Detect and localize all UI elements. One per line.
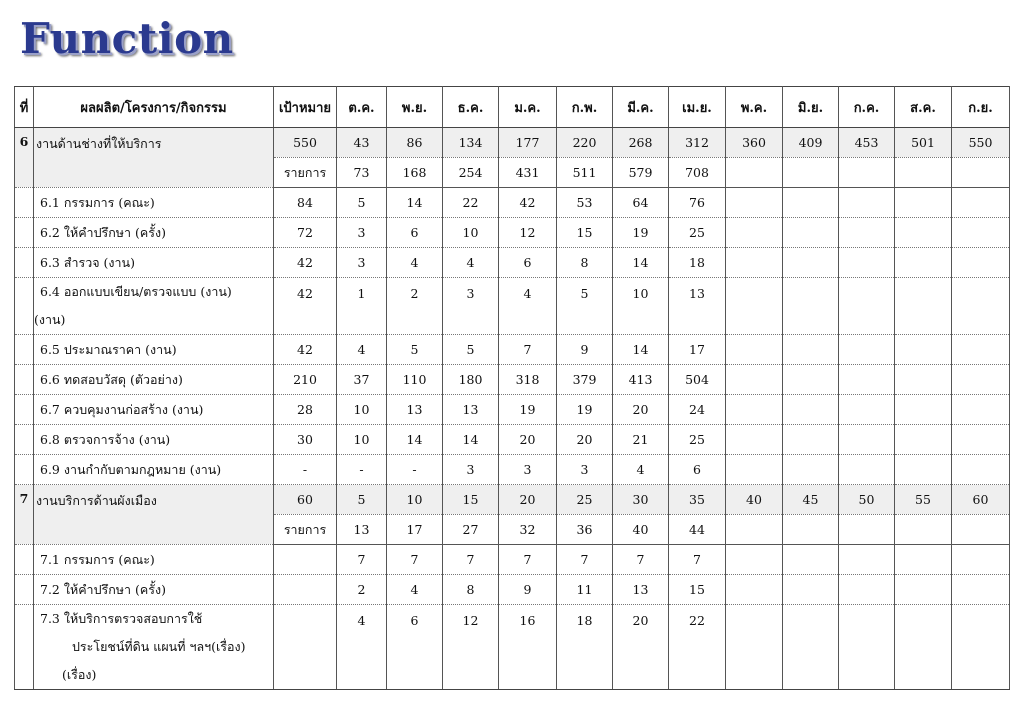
month-value (783, 455, 839, 485)
month-value: 10 (443, 218, 499, 248)
header-month: มี.ค. (613, 87, 669, 128)
month-value (895, 395, 952, 425)
header-month: มิ.ย. (783, 87, 839, 128)
month-value: 19 (557, 395, 613, 425)
month-value: 5 (387, 335, 443, 365)
month-value (783, 218, 839, 248)
month-value (895, 278, 952, 335)
row-number-cell (15, 425, 34, 455)
actual-value (839, 515, 895, 545)
actual-value: 40 (613, 515, 669, 545)
month-value (783, 335, 839, 365)
month-value (783, 395, 839, 425)
month-value (839, 455, 895, 485)
item-name-line: (งาน) (34, 312, 66, 327)
month-value: 4 (337, 605, 387, 690)
actual-value: 168 (387, 158, 443, 188)
actual-value (952, 515, 1010, 545)
month-value: 37 (337, 365, 387, 395)
item-name: 6.5 ประมาณราคา (งาน) (34, 335, 274, 365)
section-row (15, 485, 1010, 515)
actual-value: 254 (443, 158, 499, 188)
month-value: 14 (387, 425, 443, 455)
item-target: 72 (274, 218, 337, 248)
actual-value: 17 (387, 515, 443, 545)
row-number-cell (15, 218, 34, 248)
table-row (15, 365, 1010, 395)
month-value (952, 455, 1010, 485)
page-title: Function (20, 14, 234, 63)
month-value: 10 (613, 278, 669, 335)
header-month: พ.ค. (726, 87, 783, 128)
month-value (952, 218, 1010, 248)
planned-value: 60 (952, 485, 1010, 515)
actual-value (783, 515, 839, 545)
month-value: 379 (557, 365, 613, 395)
month-value (783, 425, 839, 455)
month-value (839, 575, 895, 605)
month-value: 20 (613, 395, 669, 425)
planned-value: 453 (839, 128, 895, 158)
planned-value: 268 (613, 128, 669, 158)
row-number-cell (15, 605, 34, 690)
month-value: 9 (499, 575, 557, 605)
row-number-cell (15, 248, 34, 278)
row-number-cell (15, 278, 34, 335)
table-row (15, 425, 1010, 455)
actual-value (952, 158, 1010, 188)
item-name-line: ประโยชน์ที่ดิน แผนที่ ฯลฯ(เรื่อง) (72, 639, 246, 654)
item-target: 28 (274, 395, 337, 425)
month-value: 2 (337, 575, 387, 605)
month-value: 12 (443, 605, 499, 690)
month-value: 42 (499, 188, 557, 218)
month-value (952, 605, 1010, 690)
month-value: 7 (387, 545, 443, 575)
month-value (783, 278, 839, 335)
month-value (952, 395, 1010, 425)
planned-value: 134 (443, 128, 499, 158)
section-target: 550 (274, 128, 337, 158)
month-value: 64 (613, 188, 669, 218)
month-value: 6 (387, 218, 443, 248)
month-value: 3 (499, 455, 557, 485)
month-value: 7 (443, 545, 499, 575)
month-value: 25 (669, 218, 726, 248)
item-name: 6.7 ควบคุมงานก่อสร้าง (งาน) (34, 395, 274, 425)
planned-value: 20 (499, 485, 557, 515)
actual-value: 708 (669, 158, 726, 188)
month-value: 20 (613, 605, 669, 690)
planned-value: 45 (783, 485, 839, 515)
row-number-cell (15, 335, 34, 365)
planned-value: 55 (895, 485, 952, 515)
month-value: 3 (443, 455, 499, 485)
month-value (726, 248, 783, 278)
month-value: 10 (337, 425, 387, 455)
month-value (726, 218, 783, 248)
performance-table (14, 86, 1010, 690)
month-value: 22 (443, 188, 499, 218)
month-value (726, 395, 783, 425)
actual-value (895, 515, 952, 545)
month-value (783, 188, 839, 218)
section-name: งานด้านช่างที่ให้บริการ (34, 128, 274, 188)
month-value: 25 (669, 425, 726, 455)
header-month: พ.ย. (387, 87, 443, 128)
month-value: 15 (669, 575, 726, 605)
item-target: 42 (274, 335, 337, 365)
month-value: 7 (499, 335, 557, 365)
section-unit: รายการ (274, 515, 337, 545)
table-row (15, 575, 1010, 605)
planned-value: 10 (387, 485, 443, 515)
actual-value: 431 (499, 158, 557, 188)
item-target (274, 575, 337, 605)
section-name: งานบริการด้านผังเมือง (34, 485, 274, 545)
month-value (726, 425, 783, 455)
month-value: 7 (557, 545, 613, 575)
row-number-cell (15, 188, 34, 218)
month-value: 76 (669, 188, 726, 218)
section-unit: รายการ (274, 158, 337, 188)
month-value: 13 (387, 395, 443, 425)
month-value: 180 (443, 365, 499, 395)
table-header-row (15, 87, 1010, 128)
item-target: 30 (274, 425, 337, 455)
month-value: 3 (337, 218, 387, 248)
month-value: 8 (443, 575, 499, 605)
planned-value: 25 (557, 485, 613, 515)
month-value (952, 425, 1010, 455)
month-value: 5 (443, 335, 499, 365)
month-value (895, 455, 952, 485)
planned-value: 177 (499, 128, 557, 158)
month-value: 17 (669, 335, 726, 365)
table-row (15, 545, 1010, 575)
month-value (895, 605, 952, 690)
month-value (895, 188, 952, 218)
planned-value: 30 (613, 485, 669, 515)
month-value (839, 365, 895, 395)
planned-value: 50 (839, 485, 895, 515)
month-value: 6 (499, 248, 557, 278)
month-value (895, 425, 952, 455)
actual-value: 579 (613, 158, 669, 188)
month-value: 7 (669, 545, 726, 575)
month-value (895, 545, 952, 575)
header-month: เม.ย. (669, 87, 726, 128)
item-name: 6.8 ตรวจการจ้าง (งาน) (34, 425, 274, 455)
header-month: ส.ค. (895, 87, 952, 128)
month-value: 11 (557, 575, 613, 605)
item-name: 7.2 ให้คำปรึกษา (ครั้ง) (34, 575, 274, 605)
month-value (726, 335, 783, 365)
month-value (839, 218, 895, 248)
month-value (952, 188, 1010, 218)
planned-value: 312 (669, 128, 726, 158)
actual-value (726, 158, 783, 188)
month-value: 10 (337, 395, 387, 425)
month-value (839, 425, 895, 455)
item-name: 6.1 กรรมการ (คณะ) (34, 188, 274, 218)
month-value: 14 (613, 335, 669, 365)
month-value (726, 455, 783, 485)
month-value (726, 365, 783, 395)
month-value: 20 (499, 425, 557, 455)
actual-value: 511 (557, 158, 613, 188)
actual-value (726, 515, 783, 545)
item-name-line: 6.4 ออกแบบเขียน/ตรวจแบบ (งาน) (40, 284, 232, 299)
month-value: 413 (613, 365, 669, 395)
month-value (839, 188, 895, 218)
month-value (783, 605, 839, 690)
month-value: 3 (443, 278, 499, 335)
header-target: เป้าหมาย (274, 87, 337, 128)
month-value (783, 545, 839, 575)
item-target (274, 545, 337, 575)
month-value: 19 (499, 395, 557, 425)
planned-value: 35 (669, 485, 726, 515)
item-name: 7.1 กรรมการ (คณะ) (34, 545, 274, 575)
section-number: 6 (15, 128, 34, 188)
row-number-cell (15, 365, 34, 395)
month-value: 18 (669, 248, 726, 278)
planned-value: 43 (337, 128, 387, 158)
month-value: 22 (669, 605, 726, 690)
month-value: 14 (387, 188, 443, 218)
actual-value (783, 158, 839, 188)
month-value: 2 (387, 278, 443, 335)
month-value (783, 575, 839, 605)
row-number-cell (15, 395, 34, 425)
month-value: 4 (337, 335, 387, 365)
table-row (15, 455, 1010, 485)
item-name-line: (เรื่อง) (62, 667, 97, 682)
month-value (726, 545, 783, 575)
table-row (15, 278, 1010, 335)
month-value (895, 218, 952, 248)
table-row (15, 248, 1010, 278)
month-value (952, 335, 1010, 365)
header-month: ต.ค. (337, 87, 387, 128)
item-name: 6.2 ให้คำปรึกษา (ครั้ง) (34, 218, 274, 248)
month-value: 9 (557, 335, 613, 365)
item-target: - (274, 455, 337, 485)
month-value: 4 (387, 575, 443, 605)
table-row (15, 335, 1010, 365)
month-value: 7 (337, 545, 387, 575)
month-value: 18 (557, 605, 613, 690)
item-name (34, 605, 274, 690)
table-row (15, 605, 1010, 690)
header-no: ที่ (15, 87, 34, 128)
month-value (726, 605, 783, 690)
month-value (839, 248, 895, 278)
item-name: 6.3 สำรวจ (งาน) (34, 248, 274, 278)
planned-value: 86 (387, 128, 443, 158)
header-month: ธ.ค. (443, 87, 499, 128)
actual-value: 36 (557, 515, 613, 545)
actual-value: 13 (337, 515, 387, 545)
planned-value: 409 (783, 128, 839, 158)
item-name-line: 7.3 ให้บริการตรวจสอบการใช้ (40, 611, 203, 626)
month-value: 6 (669, 455, 726, 485)
month-value: 7 (613, 545, 669, 575)
section-target: 60 (274, 485, 337, 515)
header-item: ผลผลิต/โครงการ/กิจกรรม (34, 87, 274, 128)
month-value (783, 248, 839, 278)
month-value (895, 575, 952, 605)
section-row (15, 128, 1010, 158)
item-target: 210 (274, 365, 337, 395)
month-value: 8 (557, 248, 613, 278)
table-row (15, 218, 1010, 248)
actual-value: 44 (669, 515, 726, 545)
month-value (895, 365, 952, 395)
actual-value (839, 158, 895, 188)
month-value (952, 545, 1010, 575)
section-number: 7 (15, 485, 34, 545)
item-name: 6.6 ทดสอบวัสดุ (ตัวอย่าง) (34, 365, 274, 395)
month-value: 13 (443, 395, 499, 425)
item-name: 6.9 งานกำกับตามกฎหมาย (งาน) (34, 455, 274, 485)
row-number-cell (15, 545, 34, 575)
header-month: ก.พ. (557, 87, 613, 128)
month-value (839, 335, 895, 365)
header-month: ม.ค. (499, 87, 557, 128)
month-value (726, 188, 783, 218)
month-value (839, 278, 895, 335)
actual-value: 32 (499, 515, 557, 545)
table-row (15, 395, 1010, 425)
month-value: 20 (557, 425, 613, 455)
month-value (783, 365, 839, 395)
month-value (839, 545, 895, 575)
month-value: 5 (557, 278, 613, 335)
header-month: ก.ค. (839, 87, 895, 128)
month-value (895, 248, 952, 278)
month-value: - (337, 455, 387, 485)
month-value: 14 (443, 425, 499, 455)
month-value (952, 575, 1010, 605)
month-value: 16 (499, 605, 557, 690)
month-value (952, 248, 1010, 278)
month-value: 13 (669, 278, 726, 335)
row-number-cell (15, 575, 34, 605)
month-value: 4 (499, 278, 557, 335)
month-value (839, 395, 895, 425)
month-value: 15 (557, 218, 613, 248)
month-value: 1 (337, 278, 387, 335)
month-value: 504 (669, 365, 726, 395)
header-month: ก.ย. (952, 87, 1010, 128)
item-target (274, 605, 337, 690)
row-number-cell (15, 455, 34, 485)
item-target: 42 (274, 248, 337, 278)
month-value: 4 (443, 248, 499, 278)
month-value: 12 (499, 218, 557, 248)
month-value: 14 (613, 248, 669, 278)
month-value (839, 605, 895, 690)
month-value: 7 (499, 545, 557, 575)
planned-value: 501 (895, 128, 952, 158)
month-value: 21 (613, 425, 669, 455)
actual-value: 27 (443, 515, 499, 545)
planned-value: 5 (337, 485, 387, 515)
item-target: 42 (274, 278, 337, 335)
item-name (34, 278, 274, 335)
month-value: 4 (387, 248, 443, 278)
month-value: 19 (613, 218, 669, 248)
month-value: 318 (499, 365, 557, 395)
month-value (895, 335, 952, 365)
month-value: 3 (337, 248, 387, 278)
month-value: 6 (387, 605, 443, 690)
actual-value (895, 158, 952, 188)
month-value: 53 (557, 188, 613, 218)
month-value: 13 (613, 575, 669, 605)
month-value: 4 (613, 455, 669, 485)
planned-value: 550 (952, 128, 1010, 158)
month-value (726, 575, 783, 605)
month-value: 3 (557, 455, 613, 485)
month-value: - (387, 455, 443, 485)
month-value: 24 (669, 395, 726, 425)
planned-value: 220 (557, 128, 613, 158)
month-value (952, 365, 1010, 395)
month-value: 110 (387, 365, 443, 395)
month-value (726, 278, 783, 335)
item-target: 84 (274, 188, 337, 218)
month-value: 5 (337, 188, 387, 218)
table-row (15, 188, 1010, 218)
planned-value: 360 (726, 128, 783, 158)
planned-value: 15 (443, 485, 499, 515)
month-value (952, 278, 1010, 335)
planned-value: 40 (726, 485, 783, 515)
actual-value: 73 (337, 158, 387, 188)
